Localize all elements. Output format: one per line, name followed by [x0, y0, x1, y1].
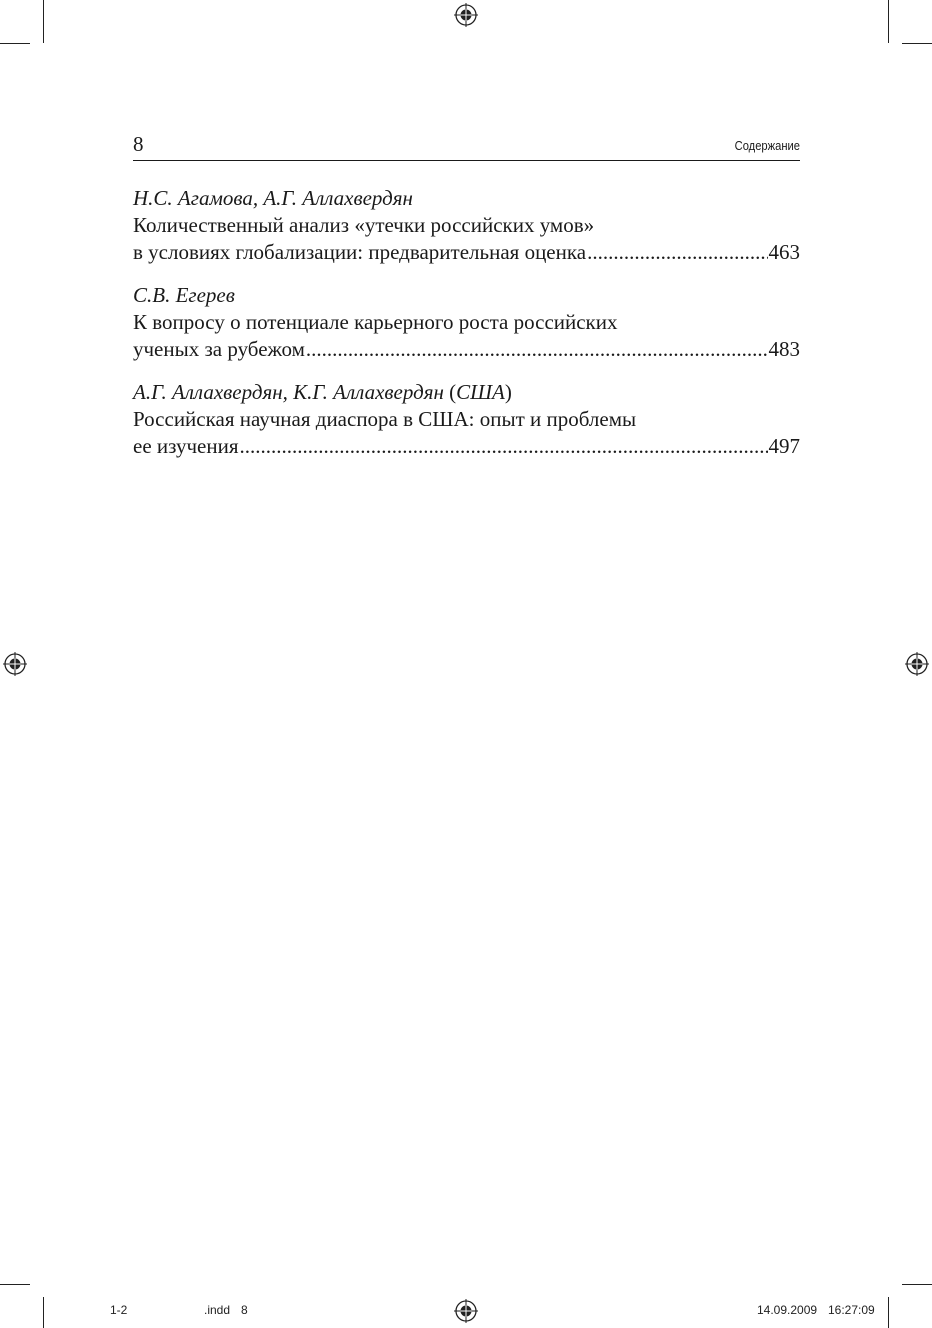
entry-last-line — [133, 433, 800, 460]
entry-title-line: Количественный анализ «утечки российских умов» — [133, 213, 595, 237]
entry-title-line: К вопросу о потенциале карьерного роста российских — [133, 310, 618, 334]
entry-page-number: 483 — [768, 337, 800, 361]
crop-mark-top-right-v — [888, 0, 889, 43]
entry-page-number: 463 — [768, 240, 800, 264]
entry-authors: Н.С. Агамова, А.Г. Аллахвердян — [133, 186, 413, 210]
entry-title-line: Российская научная диаспора в США: опыт и проблемы — [133, 407, 637, 431]
toc-entry — [133, 379, 800, 460]
registration-mark-icon — [454, 1299, 478, 1323]
entry-page-number: 497 — [768, 434, 800, 458]
slug-file-name: 1-2 — [110, 1303, 128, 1317]
dot-leader — [587, 239, 767, 266]
contents-list — [133, 185, 800, 476]
entry-authors: А.Г. Аллахвердян, К.Г. Аллахвердян — [133, 380, 444, 404]
toc-entry — [133, 282, 800, 363]
registration-mark-icon — [3, 652, 27, 676]
crop-mark-top-right-h — [902, 43, 932, 44]
slug-date: 14.09.2009 — [757, 1303, 818, 1317]
registration-mark-icon — [905, 652, 929, 676]
entry-country: (США) — [449, 380, 512, 404]
entry-authors: С.В. Егерев — [133, 283, 235, 307]
page-number: 8 — [133, 132, 144, 156]
entry-last-line — [133, 336, 800, 363]
slug-indd: .indd — [204, 1303, 231, 1317]
section-title: Содержание — [734, 138, 800, 153]
crop-mark-bottom-right-v — [888, 1297, 889, 1328]
entry-country-name: США — [456, 380, 505, 404]
dot-leader — [240, 433, 768, 460]
dot-leader — [306, 336, 768, 363]
crop-mark-bottom-right-h — [902, 1284, 932, 1285]
toc-entry — [133, 185, 800, 266]
entry-title-end: ученых за рубежом — [133, 337, 305, 361]
crop-mark-bottom-left-h — [0, 1284, 30, 1285]
crop-mark-top-left-v — [43, 0, 44, 43]
entry-authors-line — [133, 379, 800, 406]
running-header — [133, 132, 800, 161]
entry-title-end: в условиях глобализации: предварительная оценка — [133, 240, 587, 264]
entry-last-line — [133, 239, 800, 266]
crop-mark-top-left-h — [0, 43, 30, 44]
registration-mark-icon — [454, 3, 478, 27]
crop-mark-bottom-left-v — [43, 1297, 44, 1328]
entry-title-end: ее изучения — [133, 434, 239, 458]
slug-page: 8 — [241, 1303, 248, 1317]
slug-time: 16:27:09 — [828, 1303, 875, 1317]
